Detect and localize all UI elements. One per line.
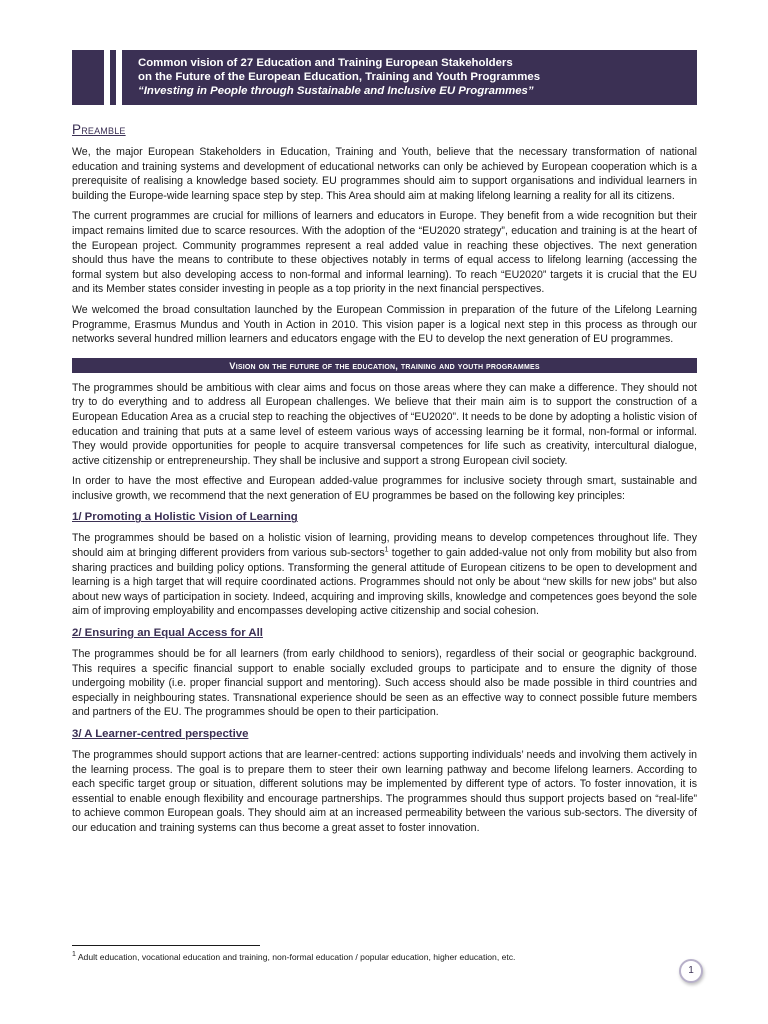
preamble-paragraph-2: The current programmes are crucial for millions of learners and educators in Europe. They benefit from a wide recognition but their impact remains limited due to scarce resources. With the adoption of the “EU2020 strategy”, education and training is at the heart of the European project. Community programmes represent a real added value in reaching these objectives. The next generation should thus have the means to contribute to these objectives notably in terms of equal access to lifelong learning (accessing the formal system but also developing access to non-formal and informal learning). To reach “EU2020” targets it is crucial that the EU and its Member states consider investing in people as a top priority in the next financial perspectives.: [72, 210, 697, 296]
footnote-text: Adult education, vocational education and training, non-formal education / popular education, higher education, etc.: [75, 952, 516, 962]
preamble-paragraph-1: We, the major European Stakeholders in Education, Training and Youth, believe that the necessary transformation of national education and training systems and development of educational networks can only be achieved by European cooperation which is a prerequisite of realising a knowledge based society. EU programmes should aim to support organisations and individual learners in building the Europe-wide learning space step by step. This Area should aim at making lifelong learning a reality for all its citizens.: [72, 146, 697, 202]
principle-1-paragraph: [72, 531, 697, 619]
header-subtitle: “Investing in People through Sustainable and Inclusive EU Programmes”: [138, 85, 534, 97]
footnote-separator: [72, 945, 260, 946]
document-page: [72, 50, 697, 842]
page-number-badge: 1: [679, 959, 703, 983]
header-title-line2: on the Future of the European Education, Training and Youth Programmes: [138, 71, 541, 83]
principle-1-heading: 1/ Promoting a Holistic Vision of Learning: [72, 511, 298, 524]
principle-1-text-b: together to gain added-value not only from mobility but also from sharing practices and building policy options. Transforming the general attitude of European citizens to be open to development and learning is a high target that will require coordinated actions. Programmes should not only be about “new skills for new jobs” but also about new ways of participation in society. Indeed, acquiring and improving skills, knowledge and competences goes beyond the sole aim of improving employability and encompasses developing active citizenship and social cohesion.: [72, 547, 697, 618]
principle-2-paragraph: The programmes should be for all learners (from early childhood to seniors), regardless of their social or geographic background. This requires a specific financial support to enable socially excluded groups to participate and to ensure the dignity of those undergoing mobility (i.e. proper financial support and mentoring). Such access should also be made possible in third countries and especially in neighbouring states. Transnational experience should be seen as an effective way to connect possible future members and partners of the EU. The programmes should be open to their participation.: [72, 648, 697, 719]
principle-3-paragraph: The programmes should support actions that are learner-centred: actions supporting individuals’ needs and involving them actively in the learning process. The goal is to prepare them to steer their own learning pathway and become lifelong learners. According to each specific target group or situation, different solutions may be implemented by different type of actors. To foster innovation, it is essential to enable enough flexibility and encourage partnerships. The programmes should thus support projects based on “real-life” to achieve common European goals. They should aim at an increased permeability between the various sub-sectors. The diversity of our education and training systems can thus become a great asset to foster innovation.: [72, 749, 697, 834]
principle-1-text-a: The programmes should be based on a holistic vision of learning, providing means to develop competences throughout life. They should aim at bringing different providers from various sub-sectors: [72, 532, 697, 560]
header-title-line1: Common vision of 27 Education and Training European Stakeholders: [138, 57, 513, 69]
footnote: [72, 951, 515, 963]
footnote-reference[interactable]: 1: [384, 546, 389, 554]
preamble-paragraph-3: We welcomed the broad consultation launched by the European Commission in preparation of the future of the Lifelong Learning Programme, Erasmus Mundus and Youth in Action in 2010. This vision paper is a logical next step in this process as through our networks several hundred million learners and educators engage with the EU to develop the next generation of EU programmes.: [72, 303, 697, 346]
footnote-marker: 1: [72, 951, 76, 959]
vision-paragraph-2: In order to have the most effective and European added-value programmes for inclusive society through smart, sustainable and inclusive growth, we recommend that the next generation of EU programmes be based on the following key principles:: [72, 475, 697, 502]
principle-2-heading: 2/ Ensuring an Equal Access for All: [72, 627, 263, 640]
header-decor-bar: [116, 50, 122, 105]
preamble-heading: Preamble: [72, 122, 126, 137]
header-decor-bar: [104, 50, 110, 105]
vision-paragraph-1: The programmes should be ambitious with clear aims and focus on those areas where they can make a difference. They should not try to do everything and to address all European challenges. We believe that their main aim is to support the construction of a European Education Area as a crucial step to reaching the objectives of “EU2020”. It needs to be done by adopting a holistic vision of education and training that puts at a same level of esteem various ways of accessing learning be it formal, non-formal or informal. They would provide opportunities for people to acquire transversal competences for life such as creativity, intercultural dialogue, active citizenship or entrepreneurship. They shall be inclusive and support a strong European civil society.: [72, 381, 697, 467]
principle-3-heading: 3/ A Learner-centred perspective: [72, 728, 249, 740]
document-header: [72, 50, 697, 105]
vision-section-heading: Vision on the future of the education, training and youth programmes: [72, 358, 697, 373]
